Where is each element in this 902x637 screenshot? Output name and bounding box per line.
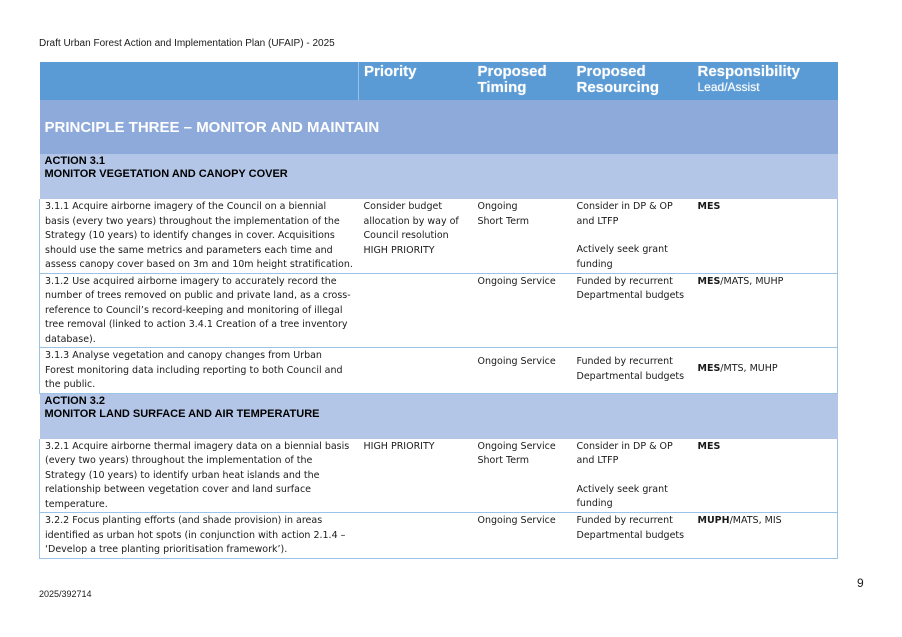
lead-agency: MES [697, 440, 721, 452]
item-resourcing [572, 439, 693, 513]
item-description: 3.2.2 Focus planting efforts (and shade provision) in areas identified as urban hot spots (in conjunction with action 2.1.4 – ‘Develop a tree planting prioritisation framework’). [40, 513, 359, 559]
table-row [40, 199, 838, 273]
item-timing-line: Short Term [477, 215, 530, 227]
item-timing: Ongoing Service [473, 273, 572, 348]
table-row [40, 513, 838, 559]
principle-title: PRINCIPLE THREE – MONITOR AND MAINTAIN [40, 100, 838, 154]
item-resourcing-line: Consider in DP & OP and LTFP [576, 201, 673, 227]
item-responsibility [693, 513, 838, 559]
lead-agency: MES [697, 275, 721, 287]
item-description: 3.1.2 Use acquired airborne imagery to accurately record the number of trees removed on public and private land, as a cross-reference to Council’s record-keeping and monitoring of illegal tree removal (linked to action 3.4.1 Creation of a tree inventory database). [40, 273, 359, 348]
principle-row [40, 100, 838, 154]
item-responsibility [693, 273, 838, 348]
item-resourcing-line: Actively seek grant funding [576, 483, 668, 509]
item-priority: Consider budget allocation by way of Council resolution HIGH PRIORITY [359, 199, 473, 273]
item-resourcing: Funded by recurrent Departmental budgets [572, 348, 693, 394]
header-priority: Priority [359, 62, 473, 100]
item-priority [359, 348, 473, 394]
table-row [40, 273, 838, 348]
action-row [40, 154, 838, 199]
action-plan-table [39, 62, 838, 559]
item-timing [473, 439, 572, 513]
item-description: 3.1.3 Analyse vegetation and canopy changes from Urban Forest monitoring data including reporting to both Council and the public. [40, 348, 359, 394]
item-timing [473, 199, 572, 273]
action-cell [40, 154, 838, 199]
document-header-title: Draft Urban Forest Action and Implementation Plan (UFAIP) - 2025 [39, 38, 335, 49]
item-description: 3.2.1 Acquire airborne thermal imagery data on a biennial basis (every two years) throughout the implementation of the Strategy (10 years) to identify urban heat islands and the relationship between vegetation cover and land surface temperature. [40, 439, 359, 513]
item-priority [359, 513, 473, 559]
lead-agency: MUPH [697, 515, 730, 526]
assist-agencies: /MTS, MUHP [720, 363, 778, 374]
table-row [40, 439, 838, 513]
item-description: 3.1.1 Acquire airborne imagery of the Council on a biennial basis (every two years) throughout the implementation of the Strategy (10 years) to identify changes in cover. Acquisitions should use the same metrics and parameters each time and assess canopy cover based on 3m and 10m height stratification. [40, 199, 359, 273]
item-timing-line: Ongoing [477, 201, 518, 212]
header-blank-cell [40, 62, 185, 100]
table-row [40, 348, 838, 394]
header-blank-cell [185, 62, 359, 100]
page-number: 9 [857, 576, 864, 590]
item-priority [359, 273, 473, 348]
item-resourcing-line: Consider in DP & OP and LTFP [576, 440, 673, 466]
item-resourcing: Funded by recurrent Departmental budgets [572, 513, 693, 559]
lead-agency: MES [697, 363, 721, 374]
header-resourcing: Proposed Resourcing [572, 62, 693, 100]
header-responsibility-sub: Lead/Assist [697, 80, 760, 94]
header-timing: Proposed Timing [473, 62, 572, 100]
header-responsibility [693, 62, 838, 100]
item-resourcing [572, 199, 693, 273]
header-responsibility-label: Responsibility [697, 63, 801, 80]
item-resourcing: Funded by recurrent Departmental budgets [572, 273, 693, 348]
lead-agency: MES [697, 201, 721, 212]
action-row [40, 393, 838, 439]
item-responsibility [693, 348, 838, 394]
action-number: ACTION 3.2 [44, 394, 106, 407]
action-title: MONITOR VEGETATION AND CANOPY COVER [44, 168, 288, 180]
table-header-row [40, 62, 838, 100]
action-number: ACTION 3.1 [44, 155, 106, 167]
item-priority: HIGH PRIORITY [359, 439, 473, 513]
item-timing-line: Ongoing Service [477, 440, 556, 452]
item-responsibility [693, 199, 838, 273]
assist-agencies: /MATS, MUHP [720, 275, 784, 287]
item-timing-line: Short Term [477, 455, 530, 466]
assist-agencies: /MATS, MIS [729, 515, 782, 526]
action-cell [40, 393, 838, 439]
document-reference: 2025/392714 [39, 589, 92, 599]
item-timing: Ongoing Service [473, 513, 572, 559]
item-timing: Ongoing Service [473, 348, 572, 394]
item-resourcing-line: Actively seek grant funding [576, 244, 668, 270]
item-responsibility [693, 439, 838, 513]
action-title: MONITOR LAND SURFACE AND AIR TEMPERATURE [44, 407, 320, 420]
